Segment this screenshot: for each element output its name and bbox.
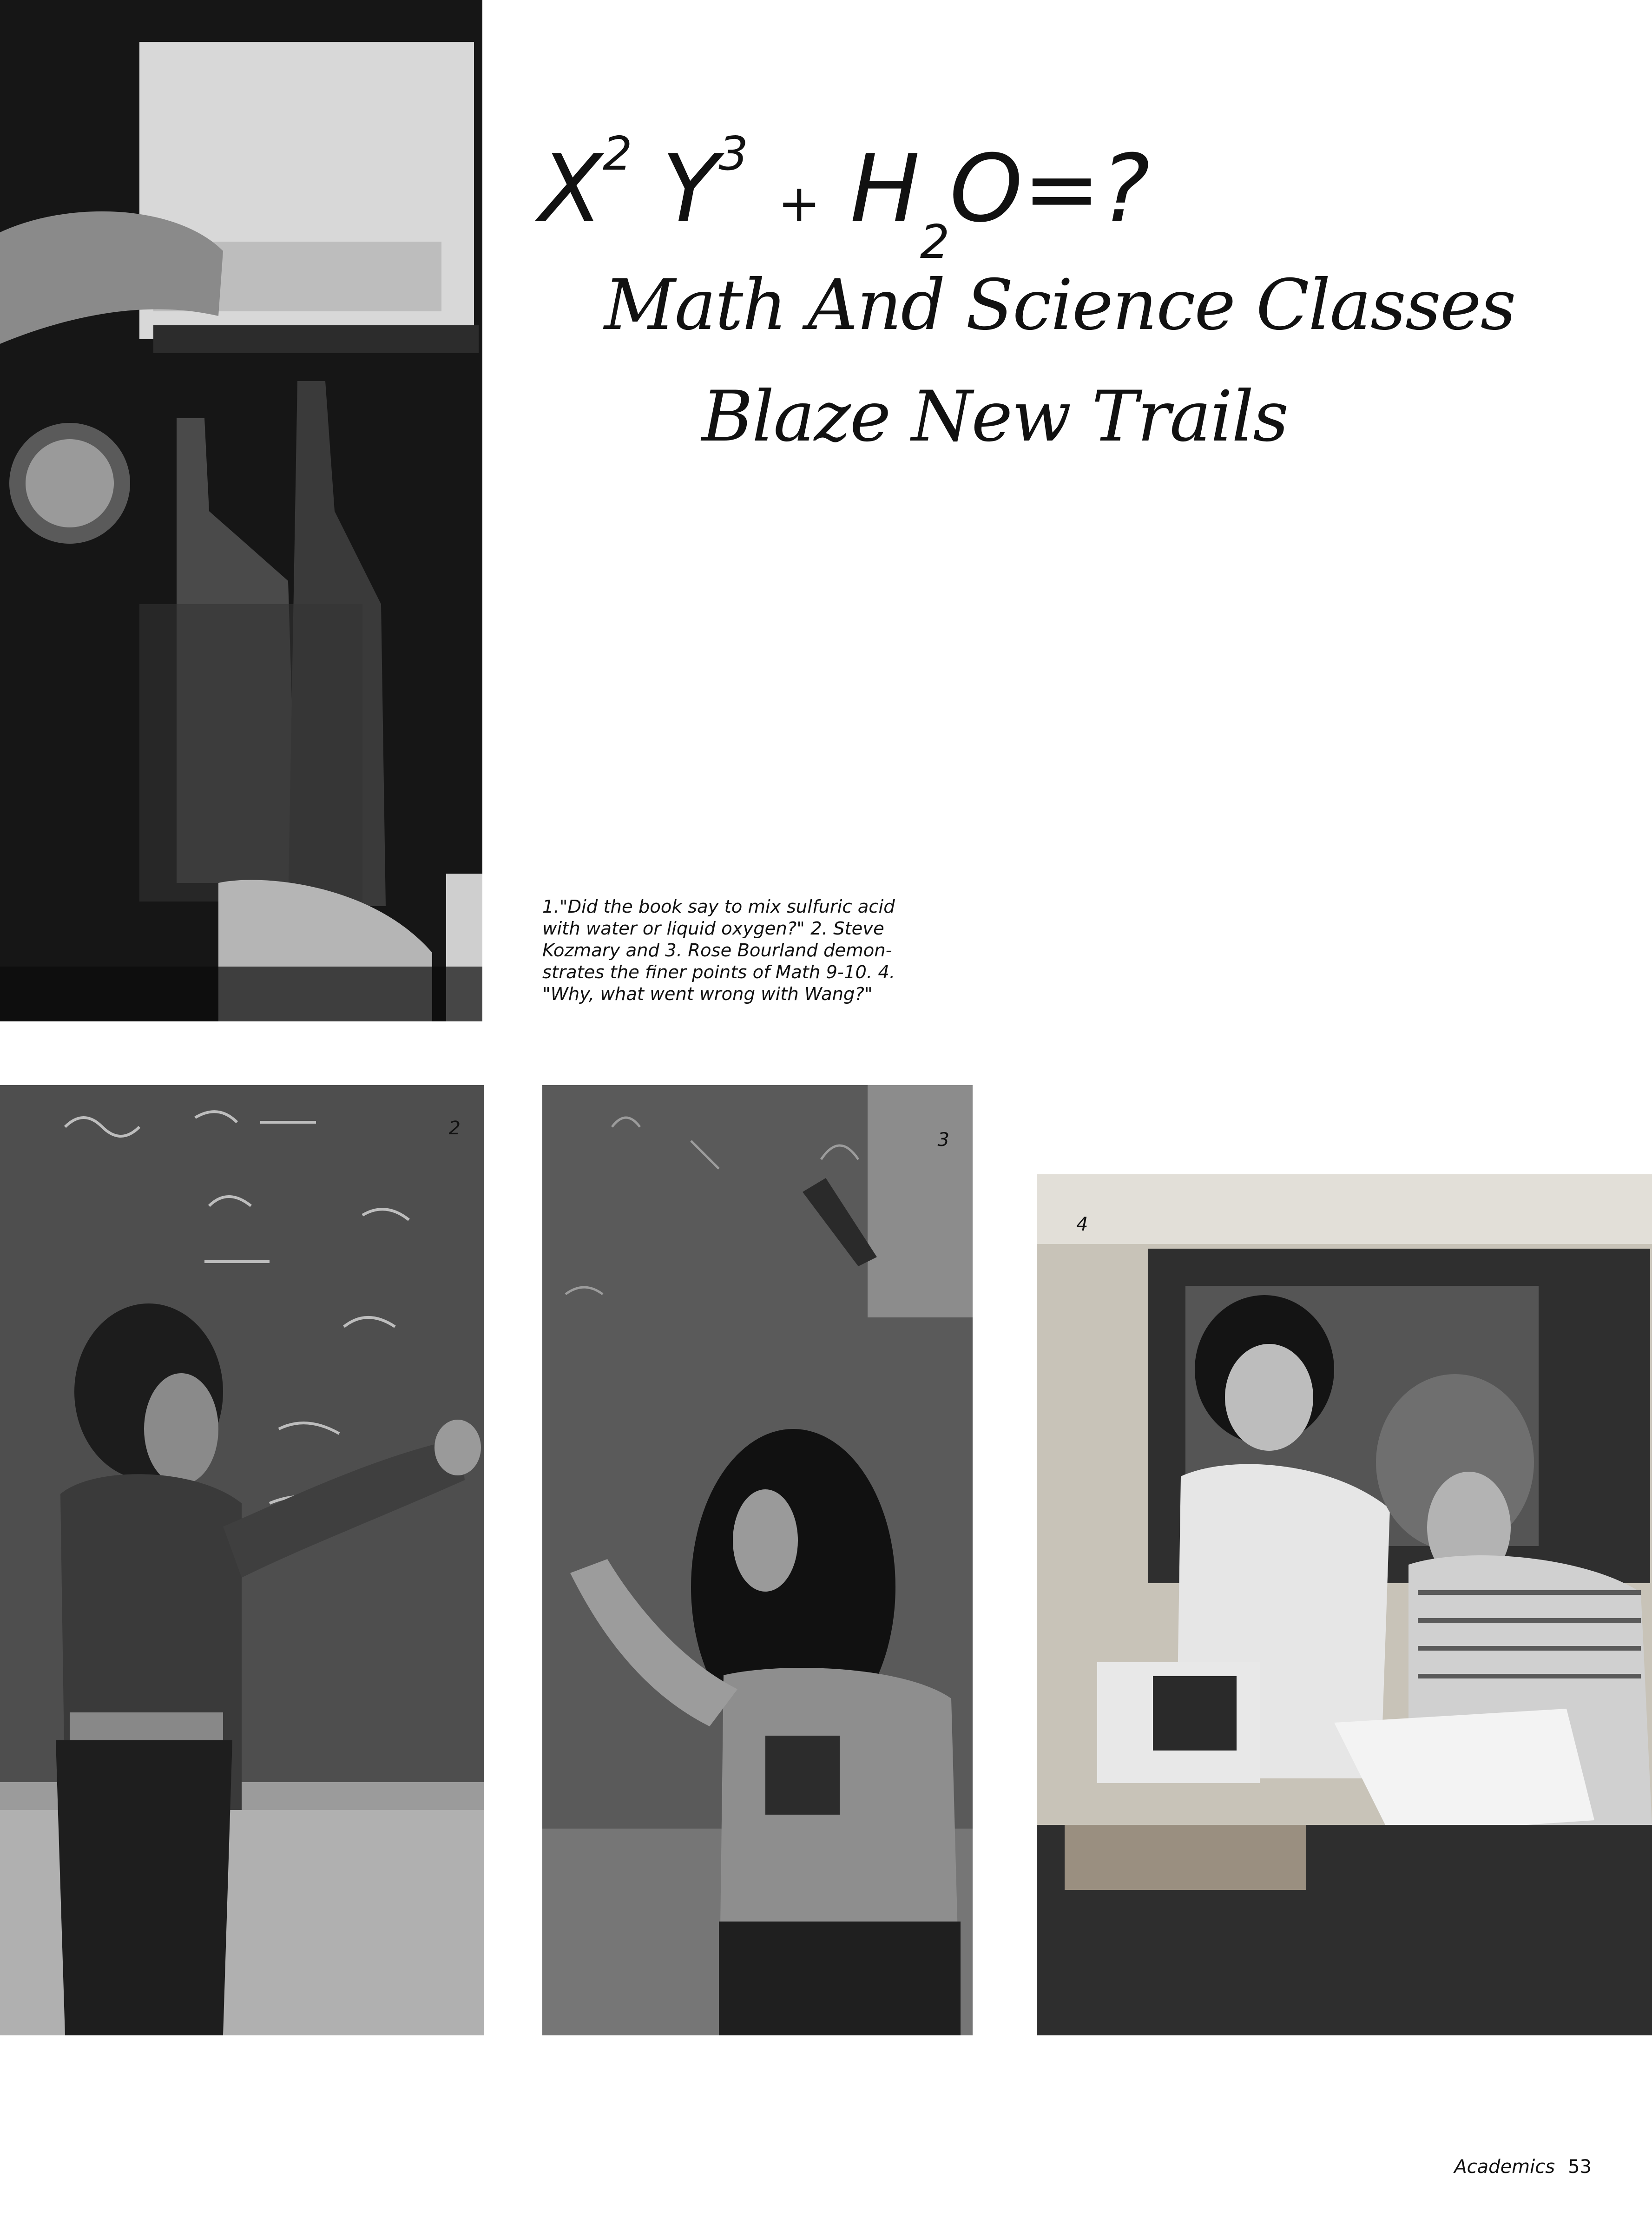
footer-section: Academics: [1454, 2156, 1555, 2178]
equation-plus: +: [777, 173, 821, 233]
equation-h-subscript: 2: [920, 215, 950, 269]
lab-pouring-photo: [0, 0, 482, 1021]
caption-line: "Why, what went wrong with Wang?": [542, 984, 873, 1005]
chalkboard-girl-photo-image: [542, 1085, 973, 2035]
photo-2-number: 2: [448, 1118, 461, 1139]
equation-y-exponent: 3: [718, 126, 749, 181]
chalkboard-girl-photo: [542, 1085, 973, 2035]
title-line-1: Math And Science Classes: [604, 265, 1515, 346]
page-number: 53: [1568, 2156, 1592, 2178]
calculator-students-photo-image: [1037, 1174, 1652, 2035]
heading-equation: [539, 126, 1329, 274]
calculator-students-photo: [1037, 1174, 1652, 2035]
title-line-2: Blaze New Trails: [702, 376, 1288, 457]
photo-caption: [542, 896, 998, 1005]
caption-line: 1."Did the book say to mix sulfuric acid: [542, 896, 895, 917]
equation-y: Y: [662, 135, 719, 243]
caption-line: with water or liquid oxygen?" 2. Steve: [542, 918, 884, 939]
caption-line: Kozmary and 3. Rose Bourland demon-: [542, 940, 892, 961]
page-footer: [1454, 2156, 1592, 2178]
equation-question: ?: [1100, 135, 1150, 243]
equation-h: H: [850, 135, 920, 243]
chalkboard-student-photo-image: [0, 1085, 484, 2035]
lab-pouring-photo-image: [0, 0, 482, 1021]
chalkboard-student-photo: [0, 1085, 484, 2035]
equation-x: X: [539, 135, 603, 243]
photo-4-number: 4: [1076, 1214, 1088, 1235]
caption-line: strates the finer points of Math 9-10. 4.: [542, 962, 895, 983]
equation-equals: =: [1022, 135, 1101, 243]
equation-x-exponent: 2: [603, 126, 632, 181]
equation-o: O: [949, 135, 1023, 243]
photo-3-number: 3: [937, 1129, 949, 1151]
